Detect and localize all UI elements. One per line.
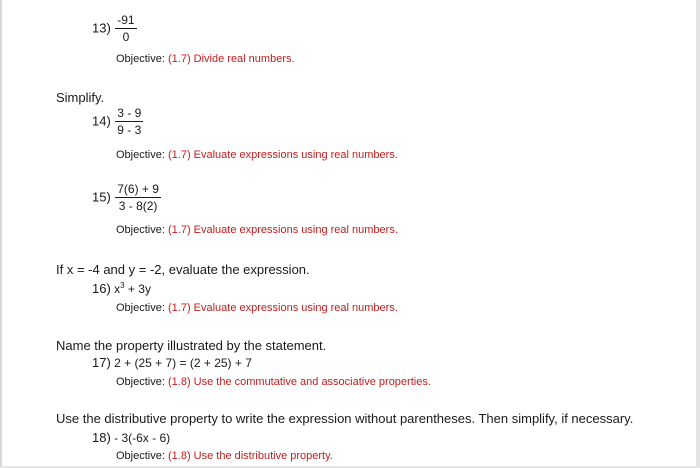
objective-label: Objective:: [116, 450, 165, 462]
numerator: -91: [117, 13, 135, 27]
section-heading-distributive: Use the distributive property to write the expression without parentheses. Then simplify, if necessary.: [56, 411, 634, 426]
objective-detail: (1.8) Use the commutative and associative properties.: [167, 376, 431, 388]
problem-15: [92, 183, 161, 212]
objective-detail: (1.8) Use the distributive property.: [167, 450, 333, 462]
problem-14: [92, 107, 143, 136]
objective-label: Objective:: [116, 149, 165, 161]
problem-17: [92, 355, 252, 370]
fraction: [115, 14, 136, 43]
objective-label: Objective:: [116, 376, 165, 388]
objective-detail: (1.7) Evaluate expressions using real numbers.: [167, 224, 398, 236]
denominator: 3 - 8(2): [118, 199, 158, 213]
objective-detail: (1.7) Divide real numbers.: [167, 53, 295, 65]
objective-detail: (1.7) Evaluate expressions using real numbers.: [167, 149, 398, 161]
objective-17: [116, 376, 431, 388]
objective-label: Objective:: [116, 53, 165, 65]
problem-number: 13): [92, 20, 111, 36]
objective-16: [116, 302, 398, 314]
objective-label: Objective:: [116, 224, 165, 236]
fraction: [115, 183, 161, 212]
problem-13: [92, 14, 137, 43]
objective-18: [116, 450, 333, 462]
problem-number: 16): [92, 281, 111, 296]
expression-rest: + 3y: [124, 282, 151, 296]
section-heading-evaluate: If x = -4 and y = -2, evaluate the expression.: [56, 262, 310, 277]
denominator: 9 - 3: [117, 123, 142, 137]
problem-number: 15): [92, 189, 111, 205]
expression: - 3(-6x - 6): [114, 431, 171, 445]
section-heading-property: Name the property illustrated by the statement.: [56, 338, 327, 353]
problem-number: 17): [92, 355, 111, 370]
numerator: 7(6) + 9: [117, 182, 159, 196]
objective-14: [116, 149, 398, 161]
page-right-edge: [696, 0, 700, 468]
expression-exponent: 3: [120, 281, 125, 290]
expression: 2 + (25 + 7) = (2 + 25) + 7: [114, 356, 252, 370]
problem-18: [92, 430, 170, 445]
objective-detail: (1.7) Evaluate expressions using real numbers.: [167, 302, 398, 314]
denominator: 0: [122, 30, 130, 44]
objective-label: Objective:: [116, 302, 165, 314]
expression-base: x: [114, 282, 121, 296]
problem-number: 14): [92, 113, 111, 129]
objective-15: [116, 224, 398, 236]
problem-number: 18): [92, 430, 111, 445]
problem-16: [92, 281, 151, 296]
objective-13: [116, 53, 295, 65]
section-heading-simplify: Simplify.: [56, 90, 105, 105]
page-left-edge: [0, 0, 2, 468]
fraction: [115, 107, 143, 136]
numerator: 3 - 9: [117, 106, 142, 120]
